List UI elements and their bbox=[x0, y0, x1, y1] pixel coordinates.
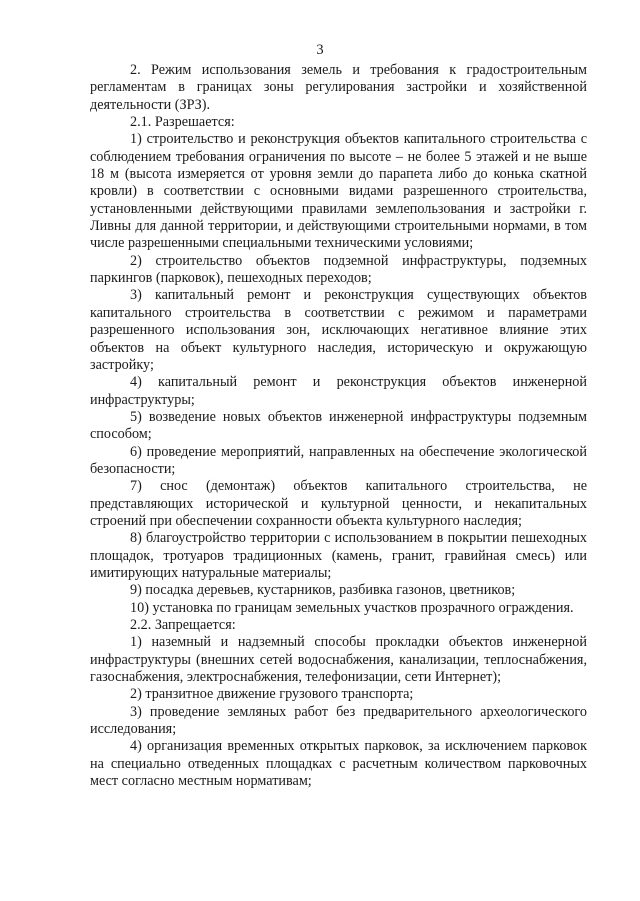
prohibited-item-4: 4) организация временных открытых парковок, за исключением парковок на специально отведенных площадках с расчетным количеством парковочных мест согласно местным нормативам; bbox=[90, 738, 587, 790]
allowed-item-2: 2) строительство объектов подземной инфраструктуры, подземных паркингов (парковок), пешеходных переходов; bbox=[90, 252, 587, 287]
allowed-item-10: 10) установка по границам земельных участков прозрачного ограждения. bbox=[130, 599, 574, 616]
allowed-item-3: 3) капитальный ремонт и реконструкция существующих объектов капитального строительства в соответствии с режимом и параметрами разрешенного использования зон, исключающих негативное влияние этих объектов на объект культурного наследия, историческую и окружающую застройку; bbox=[90, 287, 587, 373]
allowed-item-5: 5) возведение новых объектов инженерной инфраструктуры подземным способом; bbox=[90, 408, 587, 443]
allowed-item-8: 8) благоустройство территории с использованием в покрытии пешеходных площадок, тротуаров традиционных (камень, гранит, гравийная смесь) или имитирующих натуральные материалы; bbox=[90, 530, 587, 581]
allowed-item-9: 9) посадка деревьев, кустарников, разбивка газонов, цветников; bbox=[130, 582, 516, 599]
allowed-item-6: 6) проведение мероприятий, направленных на обеспечение экологической безопасности; bbox=[90, 443, 587, 477]
allowed-item-4: 4) капитальный ремонт и реконструкция объектов инженерной инфраструктуры; bbox=[90, 374, 587, 408]
prohibited-item-3: 3) проведение земляных работ без предварительного археологического исследования; bbox=[90, 703, 587, 738]
allowed-item-7: 7) снос (демонтаж) объектов капитального строительства, не представляющих исторической и культурной ценности, и некапитальных строений при обеспечении сохранности объекта культурного наследия; bbox=[90, 478, 587, 529]
prohibited-item-2: 2) транзитное движение грузового транспорта; bbox=[130, 686, 414, 703]
prohibited-item-1: 1) наземный и надземный способы прокладки объектов инженерной инфраструктуры (внешних сетей водоснабжения, канализации, теплоснабжения, газоснабжения, электроснабжения, телефонизации, сети Интернет); bbox=[90, 634, 587, 686]
page-number: 3 bbox=[316, 42, 324, 58]
section-2-heading: 2. Режим использования земель и требования к градостроительным регламентам в границах зоны регулирования застройки и хозяйственной деятельности (ЗРЗ). bbox=[90, 62, 587, 113]
document-body bbox=[90, 62, 587, 790]
subsection-2-2-heading: 2.2. Запрещается: bbox=[130, 617, 236, 633]
allowed-item-1: 1) строительство и реконструкция объектов капитального строительства с соблюдением требования ограничения по высоте – не более 5 этажей и не выше 18 м (высота измеряется от уровня земли до парапета либо до конька скатной кровли) в соответствии с основными видами разрешенного строительства, установленными действующими правилами землепользования и застройки г. Ливны для данной территории, и действующими строительными нормами, в том числе разрешенными специальными техническими условиями; bbox=[90, 131, 587, 252]
subsection-2-1-heading: 2.1. Разрешается: bbox=[130, 114, 235, 131]
